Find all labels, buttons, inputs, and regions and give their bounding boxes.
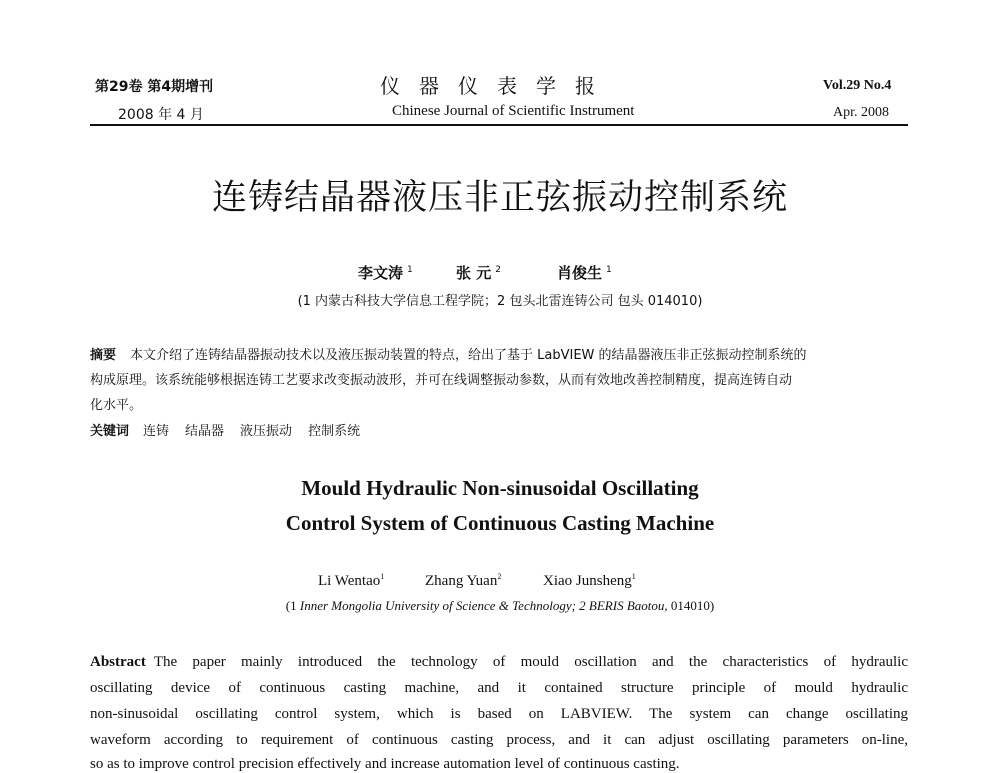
affiliation-en-institutions: Inner Mongolia University of Science & Technology; 2 BERIS Baotou, xyxy=(299,598,668,613)
author-en xyxy=(318,572,384,590)
abstract-cn-line: 构成原理。该系统能够根据连铸工艺要求改变振动波形，并可在线调整振动参数，从而有效地改善控制精度，提高连铸自动 xyxy=(90,373,793,388)
keyword: 结晶器 xyxy=(185,424,225,439)
author-cn xyxy=(358,262,413,283)
keyword: 控制系统 xyxy=(308,424,361,439)
journal-date-en: Apr. 2008 xyxy=(833,105,889,120)
author-affil-mark: 1 xyxy=(631,572,636,581)
abstract-en-line: oscillating device of continuous casting machine, and it contained structure principle of mould hydraulic xyxy=(90,680,908,696)
keywords-cn-label: 关键词 xyxy=(90,424,130,439)
affiliation-cn: (1 内蒙古科技大学信息工程学院；2 包头北雷连铸公司 包头 014010) xyxy=(297,294,703,309)
abstract-cn-label: 摘要 xyxy=(90,348,117,363)
abstract-en-line: so as to improve control precision effectively and increase automation level of continuous casting. xyxy=(90,756,680,772)
abstract-en-text: The paper mainly introduced the technology of mould oscillation and the characteristics of hydraulic xyxy=(153,654,908,670)
paper-title-cn: 连铸结晶器液压非正弦振动控制系统 xyxy=(211,178,788,218)
journal-volume-cn: 第29卷 第4期增刊 xyxy=(95,79,214,95)
abstract-cn-line xyxy=(90,344,807,363)
abstract-cn-text: 本文介绍了连铸结晶器振动技术以及液压振动装置的特点，给出了基于 LabVIEW 的结晶器液压非正弦振动控制系统的 xyxy=(130,348,807,363)
abstract-en-line: waveform according to requirement of continuous casting process, and it can adjust oscillating parameters on-line, xyxy=(90,732,908,748)
author-name: Li Wentao xyxy=(318,573,381,589)
author-name: 肖俊生 xyxy=(557,264,603,282)
author-name: Xiao Junsheng xyxy=(543,573,632,589)
author-en xyxy=(543,572,636,590)
keyword: 液压振动 xyxy=(240,424,293,439)
author-affil-mark: 2 xyxy=(497,572,502,581)
author-affil-mark: 2 xyxy=(495,265,501,275)
journal-name-en: Chinese Journal of Scientific Instrument xyxy=(392,103,635,119)
affiliation-en-open: (1 xyxy=(285,598,300,613)
abstract-en-line xyxy=(90,654,908,671)
abstract-en-line: non-sinusoidal oscillating control system, which is based on LABVIEW. The system can change oscillating xyxy=(90,706,908,722)
author-affil-mark: 1 xyxy=(380,572,385,581)
author-affil-mark: 1 xyxy=(606,265,612,275)
author-en xyxy=(425,572,501,590)
author-name: 李文涛 xyxy=(358,264,404,282)
author-name: 张 元 xyxy=(456,264,492,282)
affiliation-en xyxy=(0,598,1000,614)
journal-date-cn: 2008 年 4 月 xyxy=(118,107,204,123)
author-cn xyxy=(456,262,501,283)
affiliation-en-close: 014010) xyxy=(667,598,715,613)
header-divider xyxy=(90,124,908,126)
author-affil-mark: 1 xyxy=(407,265,413,275)
abstract-cn-line: 化水平。 xyxy=(90,398,143,413)
author-name: Zhang Yuan xyxy=(425,573,498,589)
author-cn xyxy=(557,262,612,283)
journal-volume-en: Vol.29 No.4 xyxy=(823,78,892,93)
journal-name-cn: 仪器仪表学报 xyxy=(380,74,614,98)
keywords-cn xyxy=(90,420,376,439)
paper-title-en-line1: Mould Hydraulic Non-sinusoidal Oscillating xyxy=(301,476,699,500)
paper-title-en-line2: Control System of Continuous Casting Machine xyxy=(285,511,715,535)
keyword: 连铸 xyxy=(143,424,170,439)
abstract-en-label: Abstract xyxy=(90,654,146,670)
